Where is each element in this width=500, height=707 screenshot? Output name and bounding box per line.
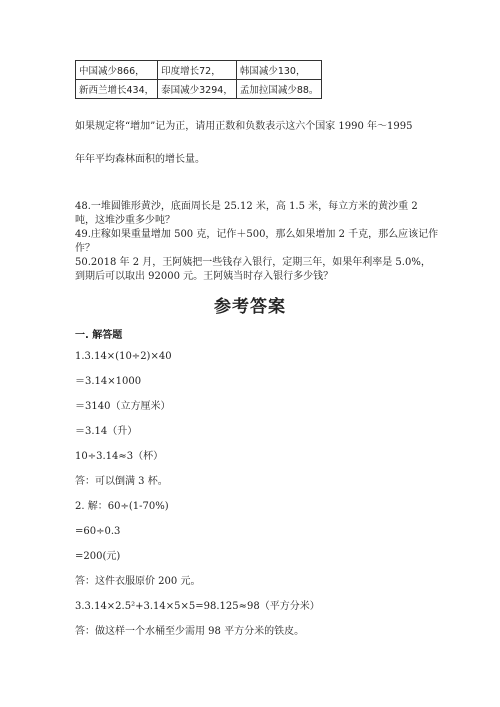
table-row xyxy=(76,61,322,80)
answer-line: 10÷3.14≈3（杯） xyxy=(75,451,164,462)
answer-line: 3.3.14×2.5²+3.14×5×5=98.125≈98（平方分米） xyxy=(75,601,320,612)
question-48-line-1: 48.一堆圆锥形黄沙，底面周长是 25.12 米，高 1.5 米，每立方米的黄沙重 2 xyxy=(75,201,418,212)
forest-change-table xyxy=(75,60,322,99)
table-cell: 印度增长72， xyxy=(158,61,237,80)
answer-line: 答：做这样一个水桶至少需用 98 平方分米的铁皮。 xyxy=(75,626,305,637)
question-50-line-2: 到期后可以取出 92000 元。王阿姨当时存入银行多少钱？ xyxy=(75,271,334,282)
table-cell: 孟加拉国减少88。 xyxy=(236,80,322,99)
answer-line: ＝3140（立方厘米） xyxy=(75,401,171,412)
section-title: 一. 解答题 xyxy=(75,330,123,341)
table-row xyxy=(76,80,322,99)
answer-line: 1.3.14×(10÷2)×40 xyxy=(75,351,172,362)
question-49-line-1: 49.庄稼如果重量增加 500 克，记作＋500，那么如果增加 2 千克，那么应该记作 xyxy=(75,229,439,240)
table-cell: 新西兰增长434， xyxy=(76,80,158,99)
answer-line: 2. 解：60÷(1-70%) xyxy=(75,501,169,512)
answer-line: =200(元) xyxy=(75,551,121,562)
answer-line: =60÷0.3 xyxy=(75,526,121,537)
question-intro-line-1: 如果规定将“增加”记为正，请用正数和负数表示这六个国家 1990 年～1995 xyxy=(75,121,413,132)
table-cell: 中国减少866， xyxy=(76,61,158,80)
question-intro-line-2: 年年平均森林面积的增长量。 xyxy=(75,154,205,165)
question-48-line-2: 吨，这堆沙重多少吨？ xyxy=(75,215,175,226)
question-49-line-2: 作？ xyxy=(75,243,95,254)
answer-line: 答：这件衣服原价 200 元。 xyxy=(75,576,201,587)
table-cell: 韩国减少130， xyxy=(236,61,322,80)
answer-line: ＝3.14×1000 xyxy=(75,376,142,387)
answer-line: 答：可以倒满 3 杯。 xyxy=(75,476,168,487)
table-cell: 泰国减少3294， xyxy=(158,80,237,99)
question-50-line-1: 50.2018 年 2 月，王阿姨把一些钱存入银行，定期三年，如果年利率是 5.0%， xyxy=(75,257,431,268)
answer-heading: 参考答案 xyxy=(214,297,286,317)
answer-line: ＝3.14（升） xyxy=(75,426,138,437)
